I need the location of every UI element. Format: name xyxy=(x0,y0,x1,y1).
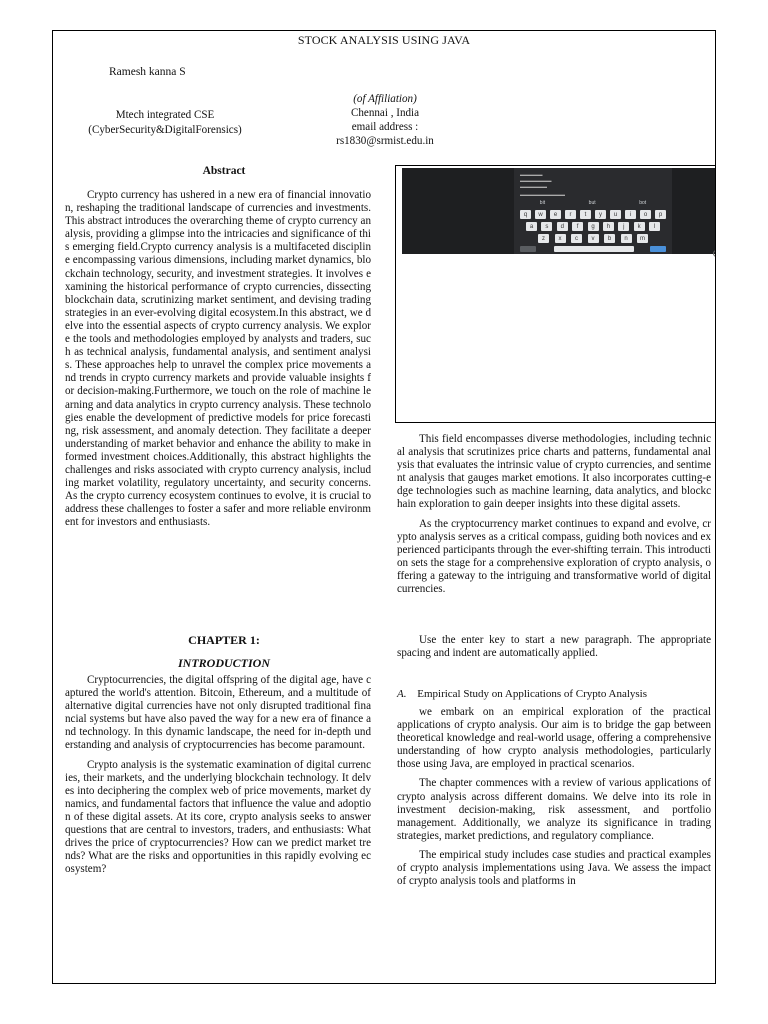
right-column-top xyxy=(397,433,711,596)
key: s xyxy=(541,222,552,231)
key: l xyxy=(649,222,660,231)
key: e xyxy=(550,210,561,219)
intro-para-1: Cryptocurrencies, the digital offspring of the digital age, have captured the world's attention. Bitcoin, Ethereum, and a multitude of alternative digital currencies have not only disrupted traditional financial systems but have also paved the way for a new era of finance and technology. In this dynamic landscape, the need for in-depth understanding and analysis of cryptocurrencies has become paramount. xyxy=(65,674,371,752)
key: i xyxy=(625,210,636,219)
instruction-para: Use the enter key to start a new paragraph. The appropriate spacing and indent are automatically applied. xyxy=(397,634,711,660)
abstract-body xyxy=(65,189,371,529)
key: v xyxy=(588,234,599,243)
key: g xyxy=(588,222,599,231)
suggestion-1: bit xyxy=(539,200,546,206)
section-para-3: The empirical study includes case studies and practical examples of crypto analysis implementations using Java. We assess the impact of crypto analysis tools and platforms in xyxy=(397,848,711,888)
right-para-1: This field encompasses diverse methodologies, including technical analysis that scrutinizes price charts and patterns, fundamental analysis that evaluates the intrinsic value of crypto currencies, and sentiment analysis that gauges market emotions. It also incorporates cutting-edge technologies such as machine learning, data analytics, and blockchain exploration to gain deeper insights into these digital assets. xyxy=(397,433,711,511)
key: p xyxy=(655,210,666,219)
key: o xyxy=(640,210,651,219)
section-body xyxy=(397,706,711,888)
author-email-label: email address : xyxy=(351,121,419,133)
keyboard-row-1 xyxy=(520,210,666,219)
section-letter: A. xyxy=(397,688,407,700)
key: k xyxy=(634,222,645,231)
screenshot-strip xyxy=(402,168,716,254)
key: y xyxy=(595,210,606,219)
key: m xyxy=(637,234,648,243)
paper-title: STOCK ANALYSIS USING JAVA xyxy=(297,33,471,47)
key: h xyxy=(603,222,614,231)
section-title: Empirical Study on Applications of Crypto Analysis xyxy=(417,688,647,700)
key: r xyxy=(565,210,576,219)
keyboard-row-3 xyxy=(538,234,648,243)
instruction-text xyxy=(397,634,711,660)
key: w xyxy=(535,210,546,219)
chapter-title: INTRODUCTION xyxy=(177,656,270,670)
key: n xyxy=(621,234,632,243)
author-name: Ramesh kanna S xyxy=(109,66,186,78)
suggestion-3: bot xyxy=(639,200,647,206)
author-location: Chennai , India xyxy=(350,107,420,119)
key: b xyxy=(604,234,615,243)
section-para-1: we embark on an empirical exploration of the practical applications of crypto analysis. Our aim is to bridge the gap between theoretical knowledge and real-world usage, offering a comprehensive understanding of how crypto analysis methodologies, particularly those using Java, are employed in practical scenarios. xyxy=(397,706,711,771)
paper-page xyxy=(52,30,716,984)
keyboard-figure xyxy=(395,165,716,423)
key: x xyxy=(555,234,566,243)
introduction-body xyxy=(65,674,371,876)
right-para-2: As the cryptocurrency market continues to expand and evolve, crypto analysis serves as a critical compass, guiding both novices and experienced participants through the ever-shifting terrain. This introduction sets the stage for a comprehensive exploration of crypto analysis, offering a gateway to the intriguing and transformative world of digital currencies. xyxy=(397,517,711,596)
abstract-text: Crypto currency has ushered in a new era of financial innovation, reshaping the traditional landscape of currencies and investments. This abstract introduces the overarching theme of crypto currency analysis, providing a glimpse into the intricacies and significance of this emerging field.Crypto currency analysis is a multifaceted discipline encompassing various dimensions, including market dynamics, blockchain technology, security, and investment strategies. It involves examining the historical performance of crypto currencies, dissecting blockchain data, scrutinizing market sentiment, and devising trading strategies in an ever-evolving digital ecosystem.In this abstract, we delve into the essential aspects of crypto currency analysis. We explore the tools and methodologies employed by analysts and traders, such as technical analysis, fundamental analysis, and sentiment analysis. These approaches help to unravel the complex price movements and trends in crypto currency markets and provide valuable insights for decision-making.Furthermore, we touch on the role of machine learning and data analytics in crypto currency analysis. These technologies enable the development of predictive models for price forecasting, risk assessment, and anomaly detection. They facilitate a deeper understanding of market behavior and enhance the ability to make informed investment choices.Additionally, this abstract highlights the challenges and risks associated with crypto currency analysis, including market volatility, regulatory uncertainty, and security concerns. As the crypto currency ecosystem continues to evolve, it is crucial to address these challenges to foster a safer and more reliable environment for investors and enthusiasts. xyxy=(65,189,371,529)
author-program: Mtech integrated CSE xyxy=(115,109,215,121)
key: u xyxy=(610,210,621,219)
suggestion-2: but xyxy=(588,200,596,206)
key: j xyxy=(618,222,629,231)
rotate-icon xyxy=(713,250,716,257)
key: q xyxy=(520,210,531,219)
section-heading xyxy=(397,688,647,700)
author-email: rs1830@srmist.edu.in xyxy=(336,135,434,147)
keyboard-row-2 xyxy=(526,222,660,231)
phone-screen: ▬▬▬▬▬ ▬▬▬▬▬▬▬ ▬▬▬▬▬▬ ▬▬▬▬▬▬▬▬▬▬ bit but bot q w e r t y u i o p a s d f g h j k l z x c v b n m xyxy=(514,168,672,254)
chapter-label: CHAPTER 1: xyxy=(188,633,260,647)
key: t xyxy=(580,210,591,219)
key: c xyxy=(571,234,582,243)
section-para-2: The chapter commences with a review of various applications of crypto analysis across different domains. We delve into its role in investment decision-making, risk assessment, and portfolio management. Additionally, we analyze its significance in trading strategies, market predictions, and regulatory compliance. xyxy=(397,777,711,842)
key: z xyxy=(538,234,549,243)
key: f xyxy=(572,222,583,231)
author-affiliation: (of Affiliation) xyxy=(353,93,417,105)
author-specialization: (CyberSecurity&DigitalForensics) xyxy=(88,124,242,136)
keyboard-suggestions xyxy=(518,200,668,208)
abstract-heading: Abstract xyxy=(202,165,246,177)
key: a xyxy=(526,222,537,231)
intro-para-2: Crypto analysis is the systematic examination of digital currencies, their markets, and the underlying blockchain technology. It delves into deciphering the complex web of price movements, market dynamics, and fundamental factors that influence the value and adoption of these digital assets. At its core, crypto analysis seeks to answer questions that are central to investors, traders, and enthusiasts: What drives the price of cryptocurrencies? How can we predict market trends? What are the risks and opportunities in this rapidly evolving ecosystem? xyxy=(65,758,371,876)
key: d xyxy=(557,222,568,231)
